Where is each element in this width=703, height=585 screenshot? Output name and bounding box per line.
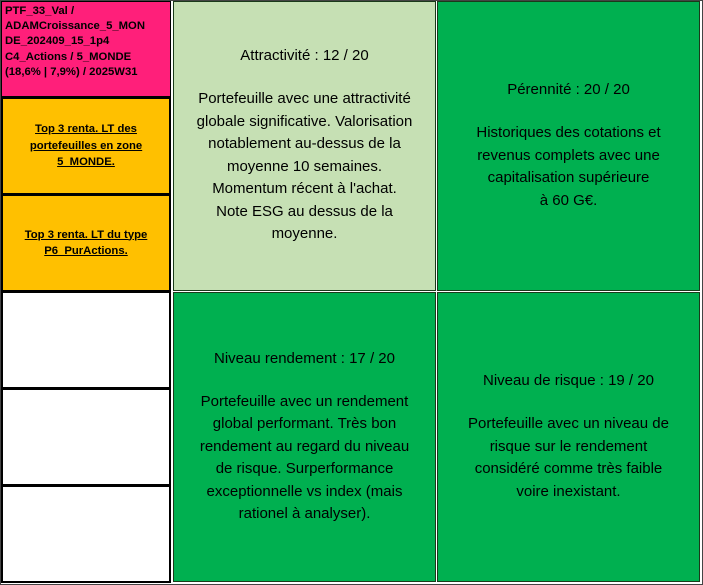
top3-type-cell (1, 194, 171, 292)
attractivite-card (173, 1, 436, 291)
rendement-description: Portefeuille avec un rendement global performant. Très bon rendement au regard du niveau de risque. Surperformance exceptionnelle vs index (mais rationel à analyser). (199, 392, 410, 522)
risque-title: Niveau de risque : 19 / 20 (483, 372, 654, 389)
top3-zone-link[interactable]: Top 3 renta. LT des portefeuilles en zone 5_MONDE. (29, 123, 143, 169)
empty-cell-3 (1, 485, 171, 583)
perennite-title: Pérennité : 20 / 20 (507, 81, 630, 98)
portfolio-header-line: DE_202409_15_1p4 (5, 35, 110, 48)
perennite-card (437, 1, 700, 291)
portfolio-header-cell (1, 1, 171, 97)
left-column (0, 0, 172, 585)
perennite-description: Historiques des cotations et revenus complets avec une capitalisation supérieure à 60 G€. (476, 124, 661, 209)
empty-cell-1 (1, 291, 171, 389)
empty-cell-2 (1, 388, 171, 486)
rendement-title: Niveau rendement : 17 / 20 (214, 349, 395, 367)
portfolio-header-line: ADAMCroissance_5_MON (5, 20, 145, 33)
top3-zone-cell (1, 97, 171, 195)
portfolio-header-line: C4_Actions / 5_MONDE (5, 50, 132, 63)
attractivite-description: Portefeuille avec une attractivité globale significative. Valorisation notablement au-dessus de la moyenne 10 semaines. Momentum récent à l'achat. Note ESG au dessus de la moyenne. (196, 90, 413, 243)
portfolio-header-line: PTF_33_Val / (5, 5, 75, 17)
portfolio-header-line: (18,6% | 7,9%) / 2025W31 (5, 65, 138, 78)
risque-card (437, 292, 700, 582)
attractivite-title: Attractivité : 12 / 20 (240, 47, 369, 65)
top3-type-link[interactable]: Top 3 renta. LT du type P6_PurActions. (24, 228, 148, 257)
rendement-card (173, 292, 436, 582)
risque-description: Portefeuille avec un niveau de risque sur le rendement considéré comme très faible voire inexistant. (468, 415, 669, 500)
